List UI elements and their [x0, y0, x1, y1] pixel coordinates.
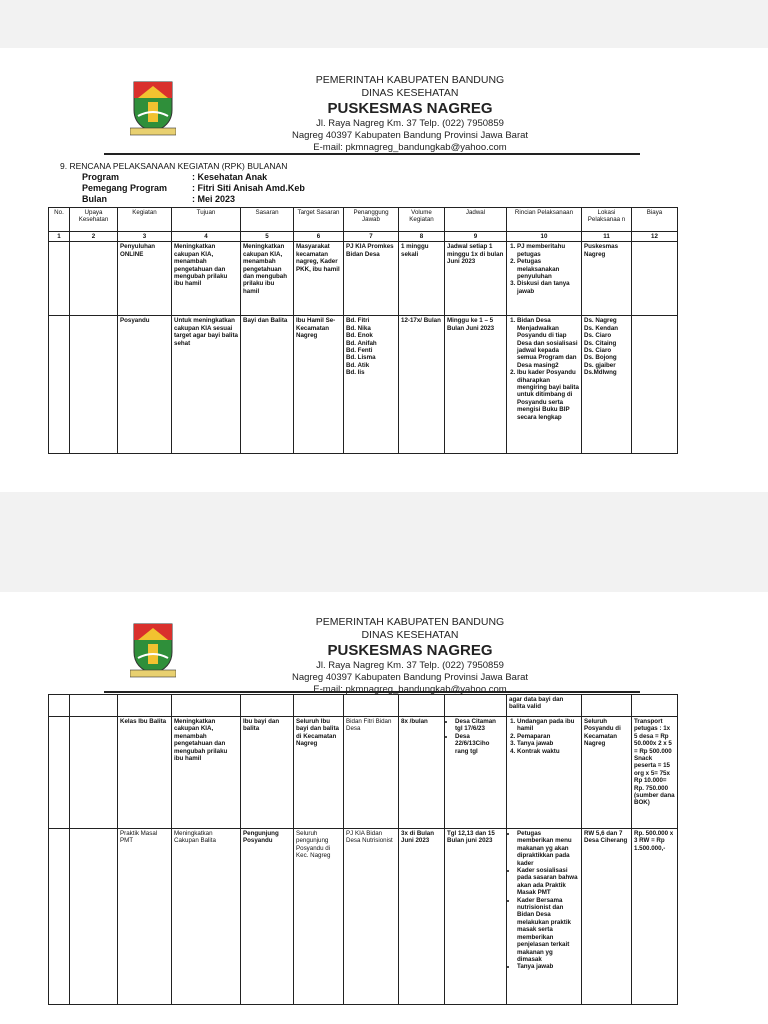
target-cell: Seluruh Ibu bayi dan balita di Kecamatan Nagreg — [294, 717, 344, 829]
rincian-item: • Tanya jawab — [517, 963, 579, 970]
biaya-cell — [632, 242, 678, 316]
column-number: 10 — [507, 232, 582, 242]
rincian-item: 1. Undangan pada ibu hamil — [517, 718, 579, 733]
header-cell: Jadwal — [445, 208, 507, 232]
document-page-1 — [0, 48, 768, 492]
table-row — [49, 695, 678, 717]
letterhead-divider — [104, 691, 640, 693]
target-cell: Masyarakat kecamatan nagreg, Kader PKK, ibu hamil — [294, 242, 344, 316]
column-number: 3 — [118, 232, 172, 242]
holder-label: Pemegang Program — [82, 183, 168, 193]
rincian-item: • Kader sosialisasi pada sasaran bahwa akan ada Praktik Masak PMT — [517, 867, 579, 897]
volume-cell: 8x /bulan — [399, 717, 445, 829]
jadwal-item: • Desa Citaman tgl 17/6/23 — [455, 718, 504, 733]
kabupaten-bandung-emblem-icon — [130, 620, 176, 678]
department-name: DINAS KESEHATAN — [361, 629, 459, 641]
column-number: 12 — [632, 232, 678, 242]
header-cell: Penanggung Jawab — [344, 208, 399, 232]
sasaran-cell: Ibu bayi dan balita — [241, 717, 294, 829]
volume-cell: 1 minggu sekali — [399, 242, 445, 316]
month-label: Bulan — [82, 194, 108, 204]
header-cell: Sasaran — [241, 208, 294, 232]
rpk-table-page-2 — [48, 694, 678, 1005]
column-number: 8 — [399, 232, 445, 242]
month-value: : Mei 2023 — [192, 194, 236, 204]
department-name: DINAS KESEHATAN — [361, 87, 459, 99]
rincian-item: 3. Diskusi dan tanya jawab — [517, 280, 579, 295]
biaya-cell: Transport petugas : 1x 5 desa = Rp 50.000x 2 x 5 = Rp 500.000 Snack peserta = 15 org x 5= 75x Rp 10.000= Rp. 750.000 (sumber dana BOK) — [632, 717, 678, 829]
header-cell: Volume Kegiatan — [399, 208, 445, 232]
lokasi-cell: Puskesmas Nagreg — [582, 242, 632, 316]
rincian-item: • Kader Bersama nutrisionist dan Bidan Desa melakukan praktik masak serta memberikan penjelasan terkait makanan yg dimasak — [517, 897, 579, 964]
header-cell: Target Sasaran — [294, 208, 344, 232]
table-row — [49, 242, 678, 316]
letterhead — [280, 74, 540, 154]
rincian-item: 1. Bidan Desa Menjadwalkan Posyandu di tiap Desa dan sosialisasi jadwal kepada semua Program dan Desa masing2 — [517, 317, 579, 369]
jadwal-cell — [445, 717, 507, 829]
header-cell: Biaya — [632, 208, 678, 232]
rincian-item: • Petugas memberikan menu makanan yg akan dipraktikkan pada kader — [517, 830, 579, 867]
biaya-cell — [632, 316, 678, 454]
pj-cell: Bidan Fitri Bidan Desa — [344, 717, 399, 829]
column-number: 5 — [241, 232, 294, 242]
header-cell: Upaya Kesehatan — [70, 208, 118, 232]
document-page-2 — [0, 592, 768, 1024]
rincian-cell — [507, 717, 582, 829]
program-value: : Kesehatan Anak — [192, 172, 268, 182]
tujuan-cell: Meningkatkan cakupan KIA, menambah pengetahuan dan mengubah prilaku ibu hamil — [172, 717, 241, 829]
table-row — [49, 717, 678, 829]
jadwal-cell: Jadwal setiap 1 minggu 1x di bulan Juni 2023 — [445, 242, 507, 316]
puskesmas-name: PUSKESMAS NAGREG — [327, 100, 493, 117]
pj-cell: PJ KIA Promkes Bidan Desa — [344, 242, 399, 316]
header-cell: Lokasi Pelaksanaa n — [582, 208, 632, 232]
rincian-item: 2. Petugas melaksanakan penyuluhan — [517, 258, 579, 280]
column-number: 7 — [344, 232, 399, 242]
volume-cell: 3x di Bulan Juni 2023 — [399, 829, 445, 1005]
column-number: 4 — [172, 232, 241, 242]
table-row — [49, 829, 678, 1005]
header-cell: No. — [49, 208, 70, 232]
jadwal-cell: Minggu ke 1 – 5 Bulan Juni 2023 — [445, 316, 507, 454]
letterhead-divider — [104, 153, 640, 155]
government-name: PEMERINTAH KABUPATEN BANDUNG — [315, 74, 505, 86]
column-number: 9 — [445, 232, 507, 242]
pj-cell: PJ KIA Bidan Desa Nutrisionist — [344, 829, 399, 1005]
address-line-1: Jl. Raya Nagreg Km. 37 Telp. (022) 7950859 — [316, 118, 504, 129]
column-number: 2 — [70, 232, 118, 242]
address-line-2: Nagreg 40397 Kabupaten Bandung Provinsi Jawa Barat — [291, 130, 529, 141]
rincian-cell — [507, 829, 582, 1005]
table-row — [49, 316, 678, 454]
rincian-item: 2. Ibu kader Posyandu diharapkan mengiring bayi balita untuk ditimbang di Posyandu serta mengisi Buku BIP secara lengkap — [517, 369, 579, 421]
rincian-item: 1. PJ memberitahu petugas — [517, 243, 579, 258]
sasaran-cell: Bayi dan Balita — [241, 316, 294, 454]
program-label: Program — [82, 172, 120, 182]
kegiatan-cell: Praktik Masal PMT — [118, 829, 172, 1005]
plan-title: 9. RENCANA PELAKSANAAN KEGIATAN (RPK) BULANAN — [60, 161, 288, 171]
government-name: PEMERINTAH KABUPATEN BANDUNG — [315, 616, 505, 628]
tujuan-cell: Meningkatkan cakupan KIA, menambah pengetahuan dan mengubah prilaku ibu hamil — [172, 242, 241, 316]
rpk-table-page-1 — [48, 207, 678, 454]
kegiatan-cell: Penyuluhan ONLINE — [118, 242, 172, 316]
holder-value: : Fitri Siti Anisah Amd.Keb — [192, 183, 305, 193]
header-cell: Rincian Pelaksanaan — [507, 208, 582, 232]
column-number-row — [49, 232, 678, 242]
rincian-item: 2. Pemaparan — [517, 733, 579, 740]
letterhead — [280, 616, 540, 696]
volume-cell: 12-17x/ Bulan — [399, 316, 445, 454]
plan-meta — [82, 172, 305, 205]
kegiatan-cell: Kelas Ibu Balita — [118, 717, 172, 829]
jadwal-cell: Tgl 12,13 dan 15 Bulan juni 2023 — [445, 829, 507, 1005]
address-line-1: Jl. Raya Nagreg Km. 37 Telp. (022) 7950859 — [316, 660, 504, 671]
tujuan-cell: Untuk meningkatkan cakupan KIA sesuai target agar bayi balita sehat — [172, 316, 241, 454]
table-header-row — [49, 208, 678, 232]
rincian-item: 3. Tanya jawab — [517, 740, 579, 747]
target-cell: Seluruh pengunjung Posyandu di Kec. Nagreg — [294, 829, 344, 1005]
biaya-cell: Rp. 500.000 x 3 RW = Rp 1.500.000,- — [632, 829, 678, 1005]
jadwal-item: • Desa 22/6/13Ciho rang tgl — [455, 733, 504, 755]
target-cell: Ibu Hamil Se-Kecamatan Nagreg — [294, 316, 344, 454]
rincian-cell — [507, 316, 582, 454]
kabupaten-bandung-emblem-icon — [130, 78, 176, 136]
header-cell: Tujuan — [172, 208, 241, 232]
rincian-carry-cell: agar data bayi dan balita valid — [507, 695, 582, 717]
rincian-cell — [507, 242, 582, 316]
pj-cell: Bd. Fitri Bd. Nika Bd. Enok Bd. Anifah Bd. Fenti Bd. Lisma Bd. Atik Bd. Iis — [344, 316, 399, 454]
tujuan-cell: Meningkatkan Cakupan Balita — [172, 829, 241, 1005]
column-number: 1 — [49, 232, 70, 242]
lokasi-cell: RW 5,6 dan 7 Desa Ciherang — [582, 829, 632, 1005]
lokasi-cell: Seluruh Posyandu di Kecamatan Nagreg — [582, 717, 632, 829]
email-line: E-mail: pkmnagreg_bandungkab@yahoo.com — [313, 142, 507, 153]
sasaran-cell: Pengunjung Posyandu — [241, 829, 294, 1005]
column-number: 11 — [582, 232, 632, 242]
kegiatan-cell: Posyandu — [118, 316, 172, 454]
address-line-2: Nagreg 40397 Kabupaten Bandung Provinsi Jawa Barat — [291, 672, 529, 683]
column-number: 6 — [294, 232, 344, 242]
email-line: E-mail: pkmnagreg_bandungkab@yahoo.com — [313, 684, 507, 695]
rincian-item: 4. Kontrak waktu — [517, 748, 579, 755]
puskesmas-name: PUSKESMAS NAGREG — [327, 642, 493, 659]
header-cell: Kegiatan — [118, 208, 172, 232]
lokasi-cell: Ds. Nagreg Ds. Kendan Ds. Ciaro Ds. Citaing Ds. Ciaro Ds. Bojong Ds. gjaiber Ds.Mdlwng — [582, 316, 632, 454]
sasaran-cell: Meningkatkan cakupan KIA, menambah pengetahuan dan mengubah prilaku ibu hamil — [241, 242, 294, 316]
